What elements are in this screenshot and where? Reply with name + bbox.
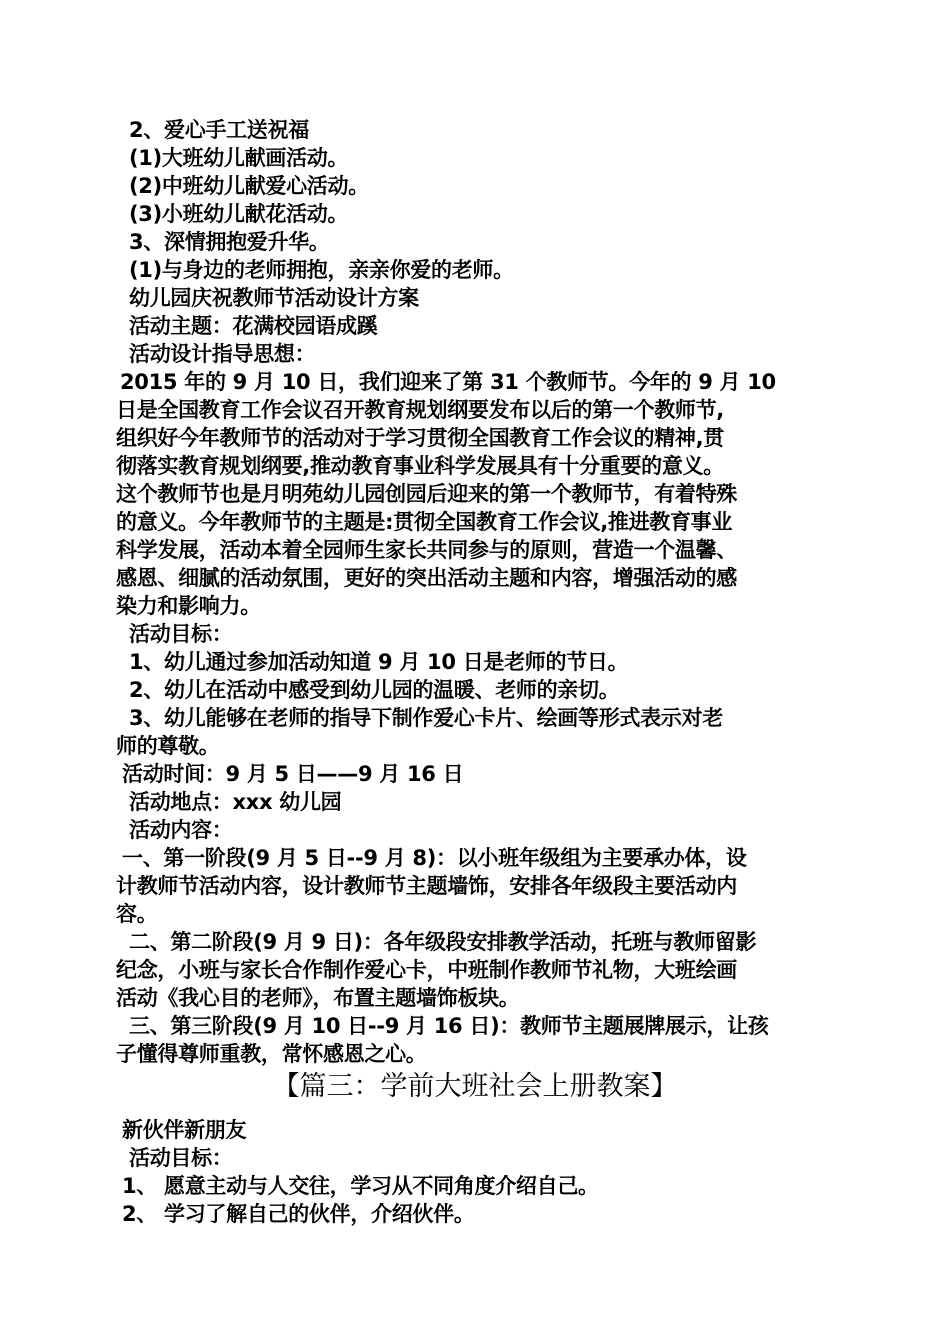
paragraph-line: 科学发展，活动本着全园师生家长共同参与的原则，营造一个温馨、 [116,538,737,562]
text-line: 活动地点：xxx 幼儿园 [129,790,342,814]
paragraph-line: 纪念，小班与家长合作制作爱心卡，中班制作教师节礼物，大班绘画 [116,958,737,982]
text-line: 3、幼儿能够在老师的指导下制作爱心卡片、绘画等形式表示对老 [129,706,723,730]
text-line: 2、爱心手工送祝福 [129,118,309,142]
text-line: 活动设计指导思想： [129,342,316,366]
section-title: 【篇三：学前大班社会上册教案】 [272,1071,678,1102]
paragraph-line: 日是全国教育工作会议召开教育规划纲要发布以后的第一个教师节, [116,398,724,422]
paragraph-line: 二、第二阶段(9 月 9 日)：各年级段安排教学活动，托班与教师留影 [129,930,757,954]
paragraph-line: 的意义。今年教师节的主题是:贯彻全国教育工作会议,推进教育事业 [116,510,733,534]
paragraph-line: 一、第一阶段(9 月 5 日--9 月 8)：以小班年级组为主要承办体，设 [122,846,747,870]
text-line: 1、 愿意主动与人交往，学习从不同角度介绍自己。 [122,1174,599,1198]
paragraph-line: 感恩、细腻的活动氛围，更好的突出活动主题和内容，增强活动的感 [116,566,737,590]
text-line: 3、深情拥抱爱升华。 [129,230,330,254]
text-line: 2、幼儿在活动中感受到幼儿园的温暖、老师的亲切。 [129,678,620,702]
paragraph-line: 三、第三阶段(9 月 10 日--9 月 16 日)：教师节主题展牌展示，让孩 [129,1014,769,1038]
text-line: 师的尊敬。 [116,734,220,758]
paragraph-line: 容。 [116,902,158,926]
text-line: (1)大班幼儿献画活动。 [129,146,349,170]
text-line: 2、 学习了解自己的伙伴，介绍伙伴。 [122,1202,475,1226]
paragraph-line: 计教师节活动内容，设计教师节主题墙饰，安排各年级段主要活动内 [116,874,737,898]
text-line: (3)小班幼儿献花活动。 [129,202,349,226]
text-line: (1)与身边的老师拥抱，亲亲你爱的老师。 [129,258,514,282]
text-line: 活动主题：花满校园语成蹊 [129,314,378,338]
text-line: 活动目标： [129,1146,233,1170]
text-line: 1、幼儿通过参加活动知道 9 月 10 日是老师的节日。 [129,650,629,674]
paragraph-line: 这个教师节也是月明苑幼儿园创园后迎来的第一个教师节，有着特殊 [116,482,737,506]
paragraph-line: 组织好今年教师节的活动对于学习贯彻全国教育工作会议的精神,贯 [116,426,724,450]
paragraph-line: 染力和影响力。 [116,594,261,618]
paragraph-line: 活动《我心目的老师》，布置主题墙饰板块。 [116,986,520,1010]
heading-line: 新伙伴新朋友 [122,1118,247,1142]
text-line: 活动内容： [129,818,233,842]
heading-line: 幼儿园庆祝教师节活动设计方案 [129,286,419,310]
paragraph-line: 子懂得尊师重教，常怀感恩之心。 [116,1042,427,1066]
paragraph-line: 2015 年的 9 月 10 日，我们迎来了第 31 个教师节。今年的 9 月 10 [120,370,776,394]
paragraph-line: 彻落实教育规划纲要,推动教育事业科学发展具有十分重要的意义。 [116,454,724,478]
text-line: 活动目标： [129,622,233,646]
text-line: 活动时间：9 月 5 日——9 月 16 日 [122,762,464,786]
text-line: (2)中班幼儿献爱心活动。 [129,174,369,198]
